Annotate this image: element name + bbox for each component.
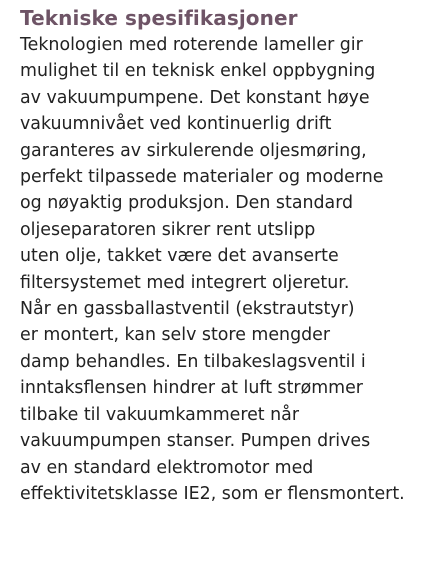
paragraph-line: Teknologien med roterende lameller gir: [20, 35, 363, 55]
paragraph-line: vakuumpumpen stanser. Pumpen drives: [20, 431, 371, 452]
paragraph-line: damp behandles. En tilbakeslagsventil i: [20, 351, 366, 372]
paragraph-line: og nøyaktig produksjon. Den standard: [20, 193, 354, 214]
paragraph-line: perfekt tilpassede materialer og moderne: [20, 167, 384, 188]
paragraph-line: inntaksflensen hindrer at luft strømmer: [20, 378, 363, 399]
section-heading: Tekniske spesifikasjoner: [20, 6, 298, 30]
paragraph-line: vakuumnivået ved kontinuerlig drift: [20, 114, 332, 135]
paragraph-line: tilbake til vakuumkammeret når: [20, 404, 299, 425]
paragraph-line: av en standard elektromotor med: [20, 457, 314, 478]
paragraph-line: mulighet til en teknisk enkel oppbygning: [20, 61, 376, 82]
paragraph-line: garanteres av sirkulerende oljesmøring,: [20, 140, 367, 161]
paragraph-line: uten olje, takket være det avanserte: [20, 246, 339, 267]
paragraph-line: oljeseparatoren sikrer rent utslipp: [20, 219, 316, 240]
paragraph-line: av vakuumpumpene. Det konstant høye: [20, 87, 370, 108]
paragraph-line: er montert, kan selv store mengder: [20, 325, 331, 346]
body-paragraph: [20, 32, 430, 507]
paragraph-line: Når en gassballastventil (ekstrautstyr): [20, 299, 355, 320]
paragraph-line: filtersystemet med integrert oljeretur.: [20, 272, 350, 293]
paragraph-line: effektivitetsklasse IE2, som er flensmontert.: [20, 483, 405, 504]
document-section: [20, 4, 430, 507]
